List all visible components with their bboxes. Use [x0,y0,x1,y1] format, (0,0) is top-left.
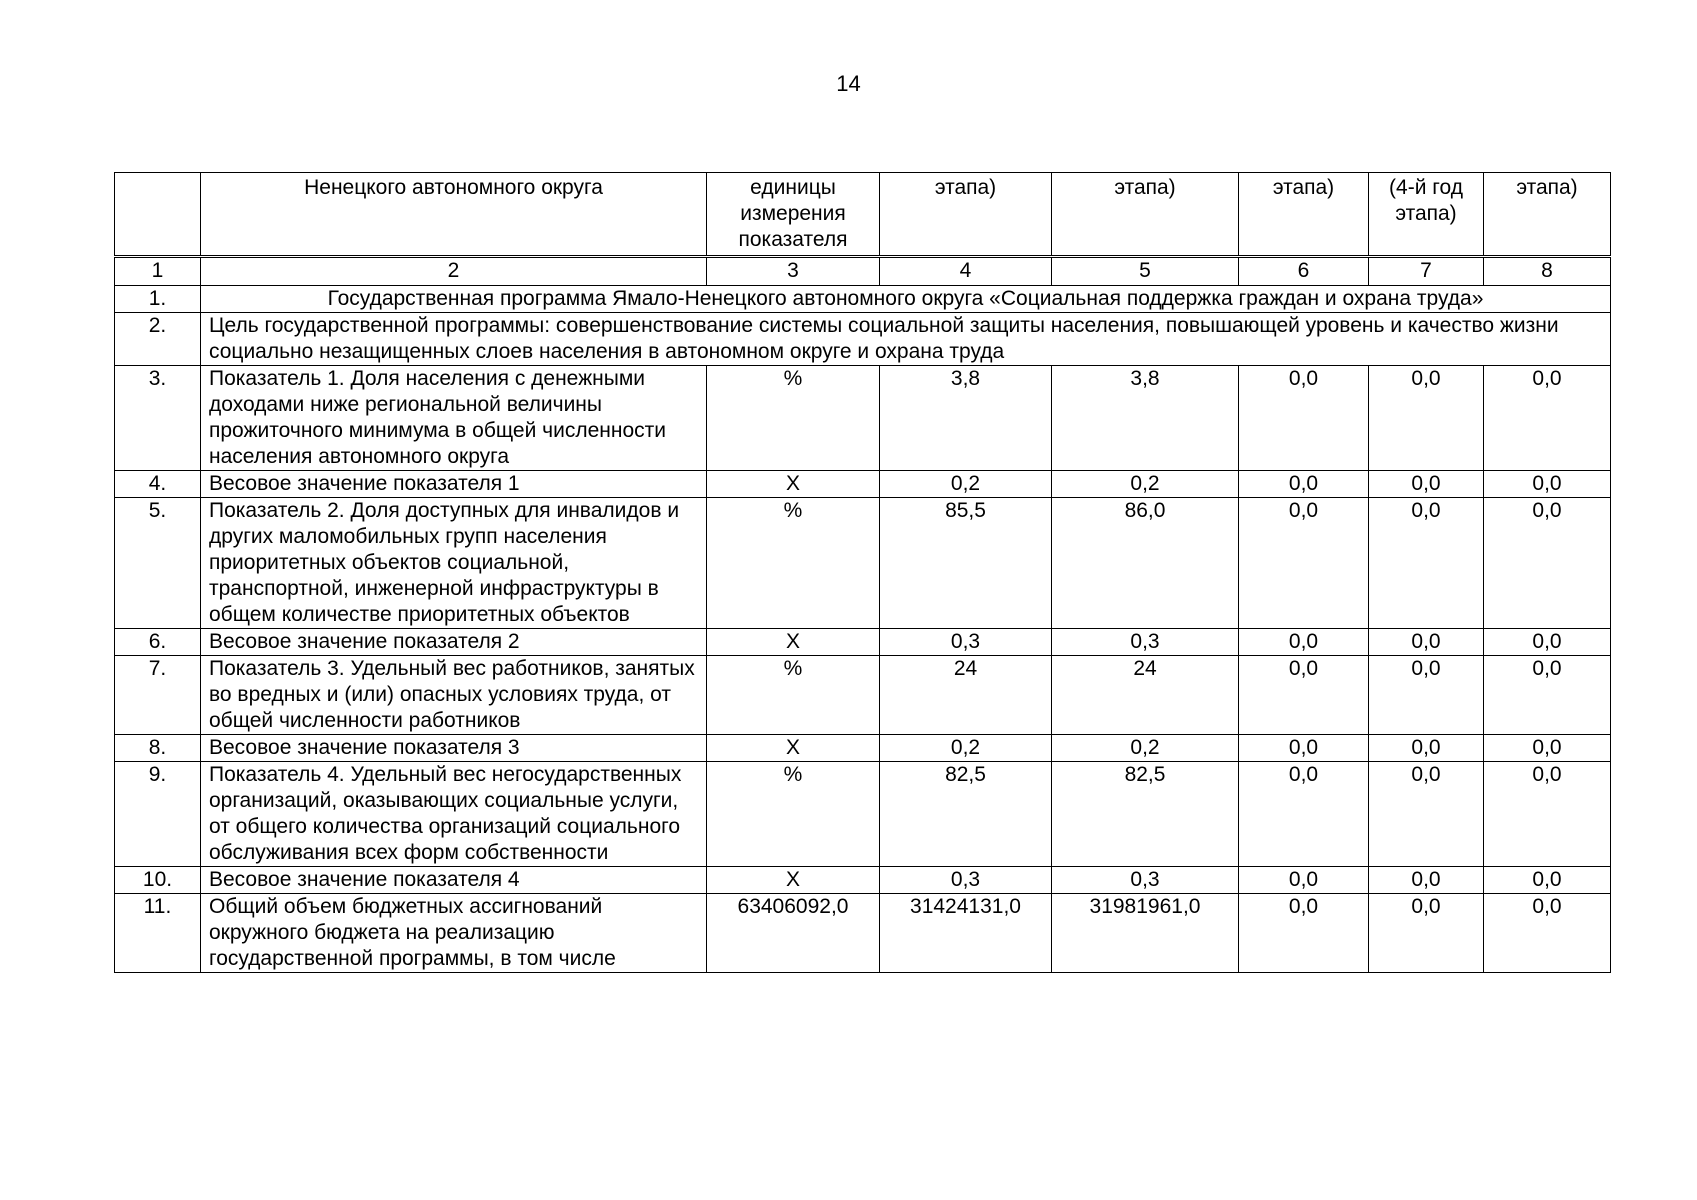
row-number: 2. [115,313,201,366]
row-number: 9. [115,762,201,867]
column-number: 8 [1484,257,1611,286]
row-number: 6. [115,629,201,656]
column-number: 5 [1052,257,1239,286]
header-cell: Ненецкого автономного округа [201,173,707,257]
value-col-8: 0,0 [1484,366,1611,471]
page-number: 14 [836,71,861,96]
table-row [115,366,1611,471]
header-row-numbers [115,257,1611,286]
value-col-5: 24 [1052,656,1239,735]
value-col-8: 0,0 [1484,894,1611,973]
value-col-4: 82,5 [880,762,1052,867]
table-row [115,471,1611,498]
table-row [115,498,1611,629]
column-number: 7 [1369,257,1484,286]
value-col-7: 0,0 [1369,735,1484,762]
row-number: 7. [115,656,201,735]
indicator-name: Показатель 4. Удельный вес негосударственных организаций, оказывающих социальные услуги, от общего количества организаций социального обслуживания всех форм собственности [201,762,707,867]
value-col-4: 0,2 [880,735,1052,762]
row-number: 8. [115,735,201,762]
value-col-7: 0,0 [1369,867,1484,894]
value-col-8: 0,0 [1484,629,1611,656]
row-number: 5. [115,498,201,629]
value-col-4: 0,3 [880,867,1052,894]
indicator-name: Общий объем бюджетных ассигнований окружного бюджета на реализацию государственной программы, в том числе [201,894,707,973]
table-row [115,894,1611,973]
header-row-continued [115,173,1611,257]
table-row [115,656,1611,735]
value-col-6: 0,0 [1239,366,1369,471]
indicator-name: Весовое значение показателя 3 [201,735,707,762]
value-col-8: 0,0 [1484,471,1611,498]
indicator-name: Весовое значение показателя 4 [201,867,707,894]
row-number: 11. [115,894,201,973]
row-number: 4. [115,471,201,498]
value-col-4: 31424131,0 [880,894,1052,973]
value-col-6: 0,0 [1239,629,1369,656]
row-number: 3. [115,366,201,471]
program-row [115,286,1611,313]
indicator-name: Весовое значение показателя 1 [201,471,707,498]
value-col-8: 0,0 [1484,498,1611,629]
header-cell: этапа) [880,173,1052,257]
table-row [115,762,1611,867]
value-col-5: 31981961,0 [1052,894,1239,973]
value-col-6: 0,0 [1239,735,1369,762]
value-col-6: 0,0 [1239,867,1369,894]
indicator-unit: Х [707,735,880,762]
indicator-unit: Х [707,471,880,498]
value-col-6: 0,0 [1239,498,1369,629]
header-cell: единицы измерения показателя [707,173,880,257]
column-number: 4 [880,257,1052,286]
indicators-table [114,172,1611,973]
value-col-6: 0,0 [1239,762,1369,867]
value-col-7: 0,0 [1369,894,1484,973]
value-col-7: 0,0 [1369,656,1484,735]
indicator-unit: Х [707,867,880,894]
program-title: Государственная программа Ямало-Ненецкого автономного округа «Социальная поддержка граждан и охрана труда» [201,286,1611,313]
value-col-4: 85,5 [880,498,1052,629]
value-col-5: 0,2 [1052,471,1239,498]
row-number: 10. [115,867,201,894]
value-col-5: 86,0 [1052,498,1239,629]
header-cell: этапа) [1239,173,1369,257]
value-col-7: 0,0 [1369,471,1484,498]
goal-row [115,313,1611,366]
value-col-6: 0,0 [1239,471,1369,498]
column-number: 1 [115,257,201,286]
indicator-unit: % [707,366,880,471]
header-cell: этапа) [1484,173,1611,257]
column-number: 6 [1239,257,1369,286]
indicator-name: Показатель 3. Удельный вес работников, занятых во вредных и (или) опасных условиях труда, от общей численности работников [201,656,707,735]
value-col-7: 0,0 [1369,629,1484,656]
value-col-4: 24 [880,656,1052,735]
column-number: 2 [201,257,707,286]
header-cell: (4-й год этапа) [1369,173,1484,257]
header-cell [115,173,201,257]
value-col-8: 0,0 [1484,656,1611,735]
value-col-5: 0,2 [1052,735,1239,762]
indicator-unit: 63406092,0 [707,894,880,973]
value-col-7: 0,0 [1369,762,1484,867]
value-col-7: 0,0 [1369,498,1484,629]
value-col-4: 0,3 [880,629,1052,656]
value-col-5: 0,3 [1052,867,1239,894]
value-col-6: 0,0 [1239,656,1369,735]
row-number: 1. [115,286,201,313]
header-cell: этапа) [1052,173,1239,257]
value-col-5: 0,3 [1052,629,1239,656]
indicator-name: Весовое значение показателя 2 [201,629,707,656]
table-row [115,629,1611,656]
indicator-unit: % [707,762,880,867]
indicator-name: Показатель 2. Доля доступных для инвалидов и других маломобильных групп населения приоритетных объектов социальной, транспортной, инженерной инфраструктуры в общем количестве приоритетных объектов [201,498,707,629]
indicator-unit: Х [707,629,880,656]
value-col-5: 82,5 [1052,762,1239,867]
value-col-8: 0,0 [1484,867,1611,894]
value-col-4: 0,2 [880,471,1052,498]
program-goal: Цель государственной программы: совершенствование системы социальной защиты населения, повышающей уровень и качество жизни социально незащищенных слоев населения в автономном округе и охрана труда [201,313,1611,366]
table-row [115,867,1611,894]
value-col-4: 3,8 [880,366,1052,471]
indicator-unit: % [707,498,880,629]
column-number: 3 [707,257,880,286]
indicator-name: Показатель 1. Доля населения с денежными доходами ниже региональной величины прожиточного минимума в общей численности населения автономного округа [201,366,707,471]
value-col-7: 0,0 [1369,366,1484,471]
indicator-unit: % [707,656,880,735]
value-col-6: 0,0 [1239,894,1369,973]
value-col-8: 0,0 [1484,735,1611,762]
value-col-5: 3,8 [1052,366,1239,471]
value-col-8: 0,0 [1484,762,1611,867]
table-row [115,735,1611,762]
